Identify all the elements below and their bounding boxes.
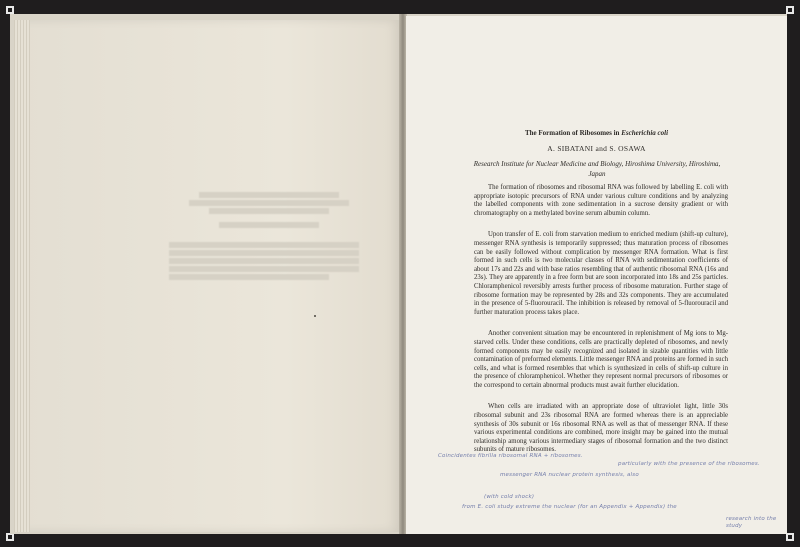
corner-tab — [786, 533, 794, 541]
handwritten-note: particularly with the presence of the ribosomes. — [618, 461, 760, 467]
handwritten-note: Coincidentes fibrilla ribosomal RNA + ribosomes. — [438, 453, 583, 459]
right-page — [406, 16, 787, 534]
handwritten-note: (with cold shock) — [484, 494, 535, 500]
title-organism: Escherichia coli — [621, 129, 669, 137]
corner-tab — [6, 6, 14, 14]
corner-tab — [786, 6, 794, 14]
page-edges — [14, 20, 30, 532]
article-authors: A. SIBATANI and S. OSAWA — [547, 144, 646, 153]
paragraph: The formation of ribosomes and ribosomal RNA was followed by labelling E. coli with appropriate isotopic precursors of RNA under various culture conditions and by analyzing the labelled components with zone sedimentation in a sucrose density gradient or with chromatography on a methylated bovine serum albumin column. — [474, 184, 728, 217]
paragraph: Another convenient situation may be encountered in replenishment of Mg ions to Mg-starved cells. Under these conditions, cells are practically depleted of ribosomes, and newly formed components may be easily recognized and isolated in sizable quantities with little contamination of preformed elements. Little messenger RNA and proteins are formed in such cells, and what is formed resembles that which is synthesized in cells of shift-up culture in the presence of chloramphenicol. Whether they represent normal precursors of ribosomes or the correspond to certain abnormal products must await further elucidation. — [474, 330, 728, 389]
title-text: The Formation of Ribosomes in — [524, 129, 622, 137]
corner-tab — [6, 533, 14, 541]
left-page — [14, 20, 401, 532]
paragraph: When cells are irradiated with an appropriate dose of ultraviolet light, little 30s ribosomal subunit and 23s ribosomal RNA are formed whereas there is an appreciable synthesis of 30s subunit or 16s ribosomal RNA as well as that of messenger RNA. If these various experimental conditions are combined, more insight may be gained into the mutual relationship among various intermediary stages of ribosomal formation and the two distinct subunits of mature ribosomes. — [474, 403, 728, 454]
handwritten-note: messenger RNA nuclear protein synthesis, also — [500, 472, 639, 478]
paragraph: Upon transfer of E. coli from starvation medium to enriched medium (shift-up culture), messenger RNA synthesis is temporarily suppressed; thus maturation process of ribosomes can be easily followed without complication by messenger RNA formation. What is first formed in such cells is two molecular classes of RNA with sedimentation coefficients of about 17s and 22s and with base ratios resembling that of authentic ribosomal RNA (16s and 23s). They are apparently in a free form but are soon incorporated into 18s and 25s particles. Chloramphenicol reversibly arrests further process of ribosome maturation. Further stage of ribosome formation may be represented by 28s and 32s components. They are accumulated in the presence of 5-fluorouracil. The inhibition is released by removal of 5-fluorouracil and further maturation process takes place. — [474, 231, 728, 316]
article-affiliation: Research Institute for Nuclear Medicine and Biology, Hiroshima University, Hiroshima, Japan — [473, 160, 721, 178]
article-body — [474, 184, 728, 468]
handwritten-note: research into the study — [726, 516, 777, 529]
article-title — [406, 129, 787, 137]
handwritten-note: from E. coli study extreme the nuclear (for an Appendix + Appendix) the — [462, 504, 677, 510]
page-mark — [314, 315, 316, 317]
bleed-through-text — [169, 190, 369, 282]
